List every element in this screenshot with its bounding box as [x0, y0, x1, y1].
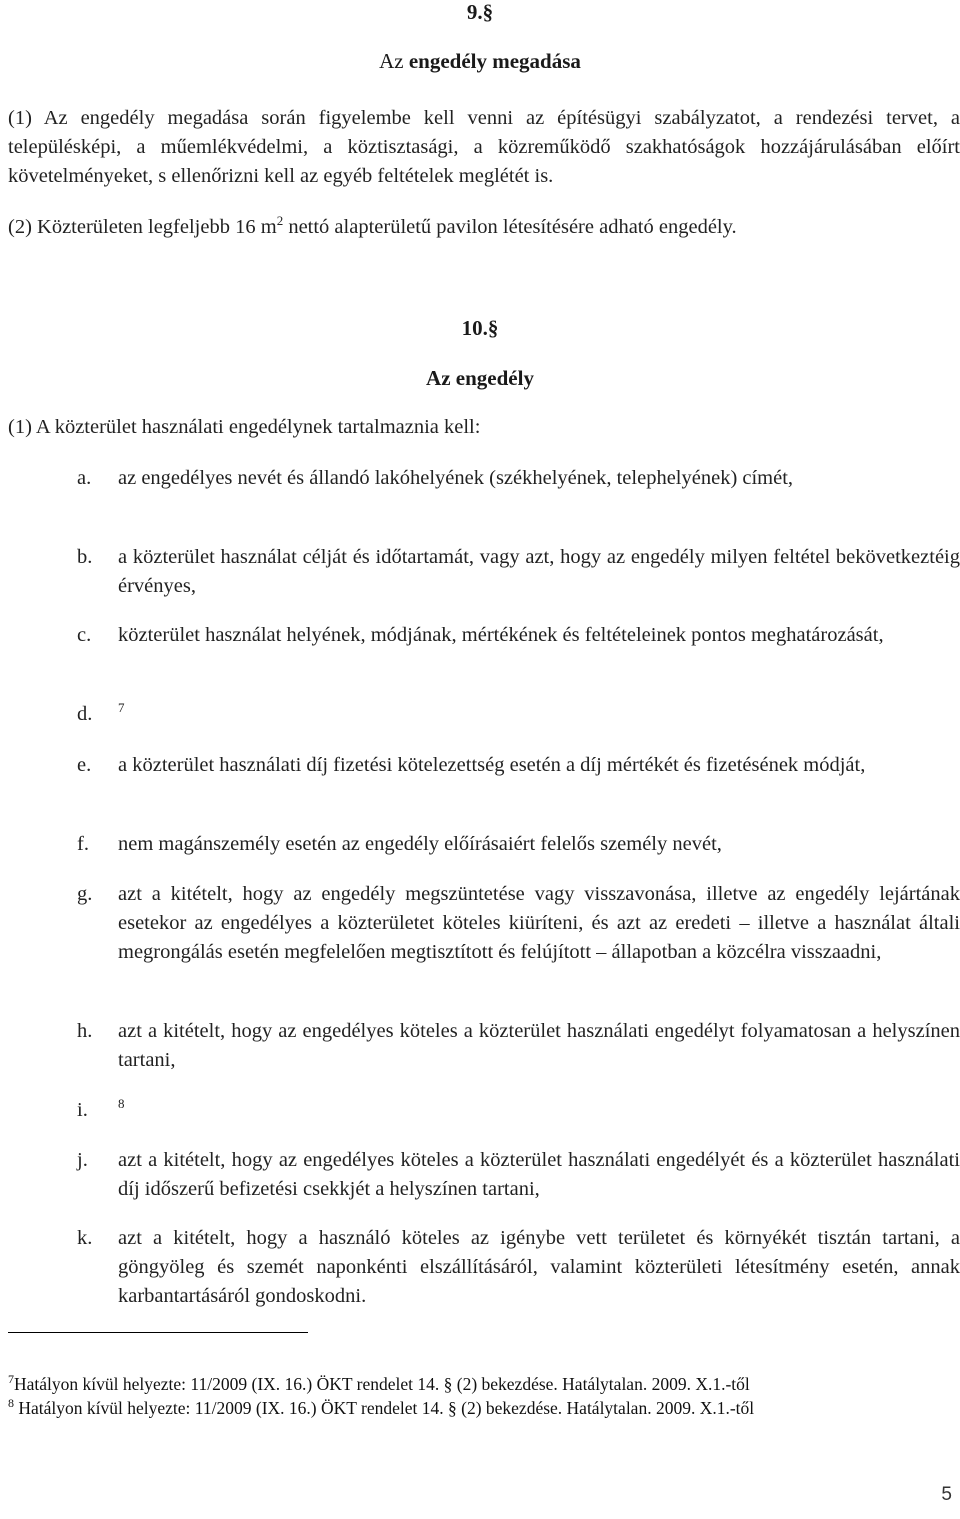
list-item-e — [77, 751, 960, 780]
section-9-title — [0, 47, 960, 75]
section-9-title-article: Az — [379, 49, 404, 73]
section-10-intro: (1) A közterület használati engedélynek tartalmaznia kell: — [8, 416, 481, 438]
section-9-paragraph-2 — [8, 213, 960, 242]
footnote-mark: 8 — [8, 1396, 14, 1411]
list-item-letter: b. — [77, 546, 93, 568]
list-item-text: az engedélyes nevét és állandó lakóhelyének (székhelyének, telephelyének) címét, — [118, 467, 794, 489]
page-number: 5 — [941, 1484, 952, 1505]
list-item-text: nem magánszemély esetén az engedély előírásaiért felelős személy nevét, — [118, 833, 722, 855]
section-9-paragraph-1: (1) Az engedély megadása során figyelembe kell venni az építésügyi szabályzatot, a rendezési tervet, a településképi, a műemlékvédelmi, a köztisztasági, a közreműködő szakhatóságok hozzájárulásában előírt követelményeket, s ellenőrizni kell az egyéb feltételek meglétét is. — [8, 107, 960, 187]
footnote-separator — [8, 1332, 308, 1333]
list-item-text: a közterület használat célját és időtartamát, vagy azt, hogy az engedély milyen feltétel bekövetkeztéig érvényes, — [118, 546, 960, 597]
list-item-k — [77, 1224, 960, 1311]
paragraph-2-text-end: nettó alapterületű pavilon létesítésére adható engedély. — [283, 216, 737, 238]
list-item-c — [77, 621, 960, 650]
list-item-letter: k. — [77, 1227, 93, 1249]
list-item-text — [118, 700, 960, 729]
paragraph-2-text-start: (2) Közterületen legfeljebb 16 m — [8, 216, 277, 238]
list-item-f — [77, 830, 960, 859]
list-item-letter: e. — [77, 754, 92, 776]
footnote-7 — [8, 1373, 750, 1395]
list-item-j — [77, 1146, 960, 1204]
list-item-h — [77, 1017, 960, 1075]
list-item-text: azt a kitételt, hogy az engedélyes köteles a közterület használati engedélyét és a közterület használati díj időszerű befizetési csekkjét a helyszínen tartani, — [118, 1149, 960, 1200]
section-10-title: Az engedély — [426, 366, 534, 390]
list-item-text: azt a kitételt, hogy az engedély megszüntetése vagy visszavonása, illetve az engedély lejártának esetekor az engedélyes a közterületet köteles kiüríteni, és azt az eredeti – illetve a használat általi megrongálás esetén megfelelően megtisztított és felújított – állapotban a közcélra visszaadni, — [118, 883, 960, 963]
list-item-a — [77, 464, 960, 493]
section-9-title-text: engedély megadása — [408, 49, 581, 73]
list-item-letter: j. — [77, 1149, 88, 1171]
footnote-reference-7[interactable]: 7 — [118, 700, 125, 716]
list-item-letter: a. — [77, 467, 92, 489]
list-item-text — [118, 1096, 960, 1125]
list-item-text: azt a kitételt, hogy az engedélyes köteles a közterület használati engedélyt folyamatosan a helyszínen tartani, — [118, 1020, 960, 1071]
list-item-i — [77, 1096, 960, 1125]
section-9-number: 9.§ — [466, 0, 494, 24]
footnote-reference-8[interactable]: 8 — [118, 1096, 125, 1112]
list-item-letter: d. — [77, 703, 93, 725]
footnote-text: Hatályon kívül helyezte: 11/2009 (IX. 16.) ÖKT rendelet 14. § (2) bekezdése. Hatálytalan. 2009. X.1.-től — [14, 1398, 755, 1418]
list-item-text: azt a kitételt, hogy a használó köteles az igénybe vett területet és környékét tisztán tartani, a göngyöleg és szemét naponkénti elszállításáról, valamint közterületi létesítmény esetén, annak karbantartásáról gondoskodni. — [118, 1227, 960, 1307]
list-item-letter: g. — [77, 883, 93, 905]
footnote-mark: 7 — [8, 1372, 14, 1387]
list-item-letter: c. — [77, 624, 92, 646]
list-item-g — [77, 880, 960, 967]
list-item-text: a közterület használati díj fizetési kötelezettség esetén a díj mértékét és fizetésének módját, — [118, 754, 866, 776]
section-10-number: 10.§ — [461, 316, 499, 340]
footnote-text: Hatályon kívül helyezte: 11/2009 (IX. 16.) ÖKT rendelet 14. § (2) bekezdése. Hatálytalan. 2009. X.1.-től — [14, 1374, 750, 1394]
superscript-2: 2 — [276, 213, 284, 229]
footnote-8 — [8, 1397, 754, 1419]
list-item-letter: h. — [77, 1020, 93, 1042]
list-item-text: közterület használat helyének, módjának, mértékének és feltételeinek pontos meghatározását, — [118, 624, 884, 646]
list-item-letter: f. — [77, 833, 89, 855]
list-item-b — [77, 543, 960, 601]
list-item-d — [77, 700, 960, 729]
list-item-letter: i. — [77, 1099, 88, 1121]
